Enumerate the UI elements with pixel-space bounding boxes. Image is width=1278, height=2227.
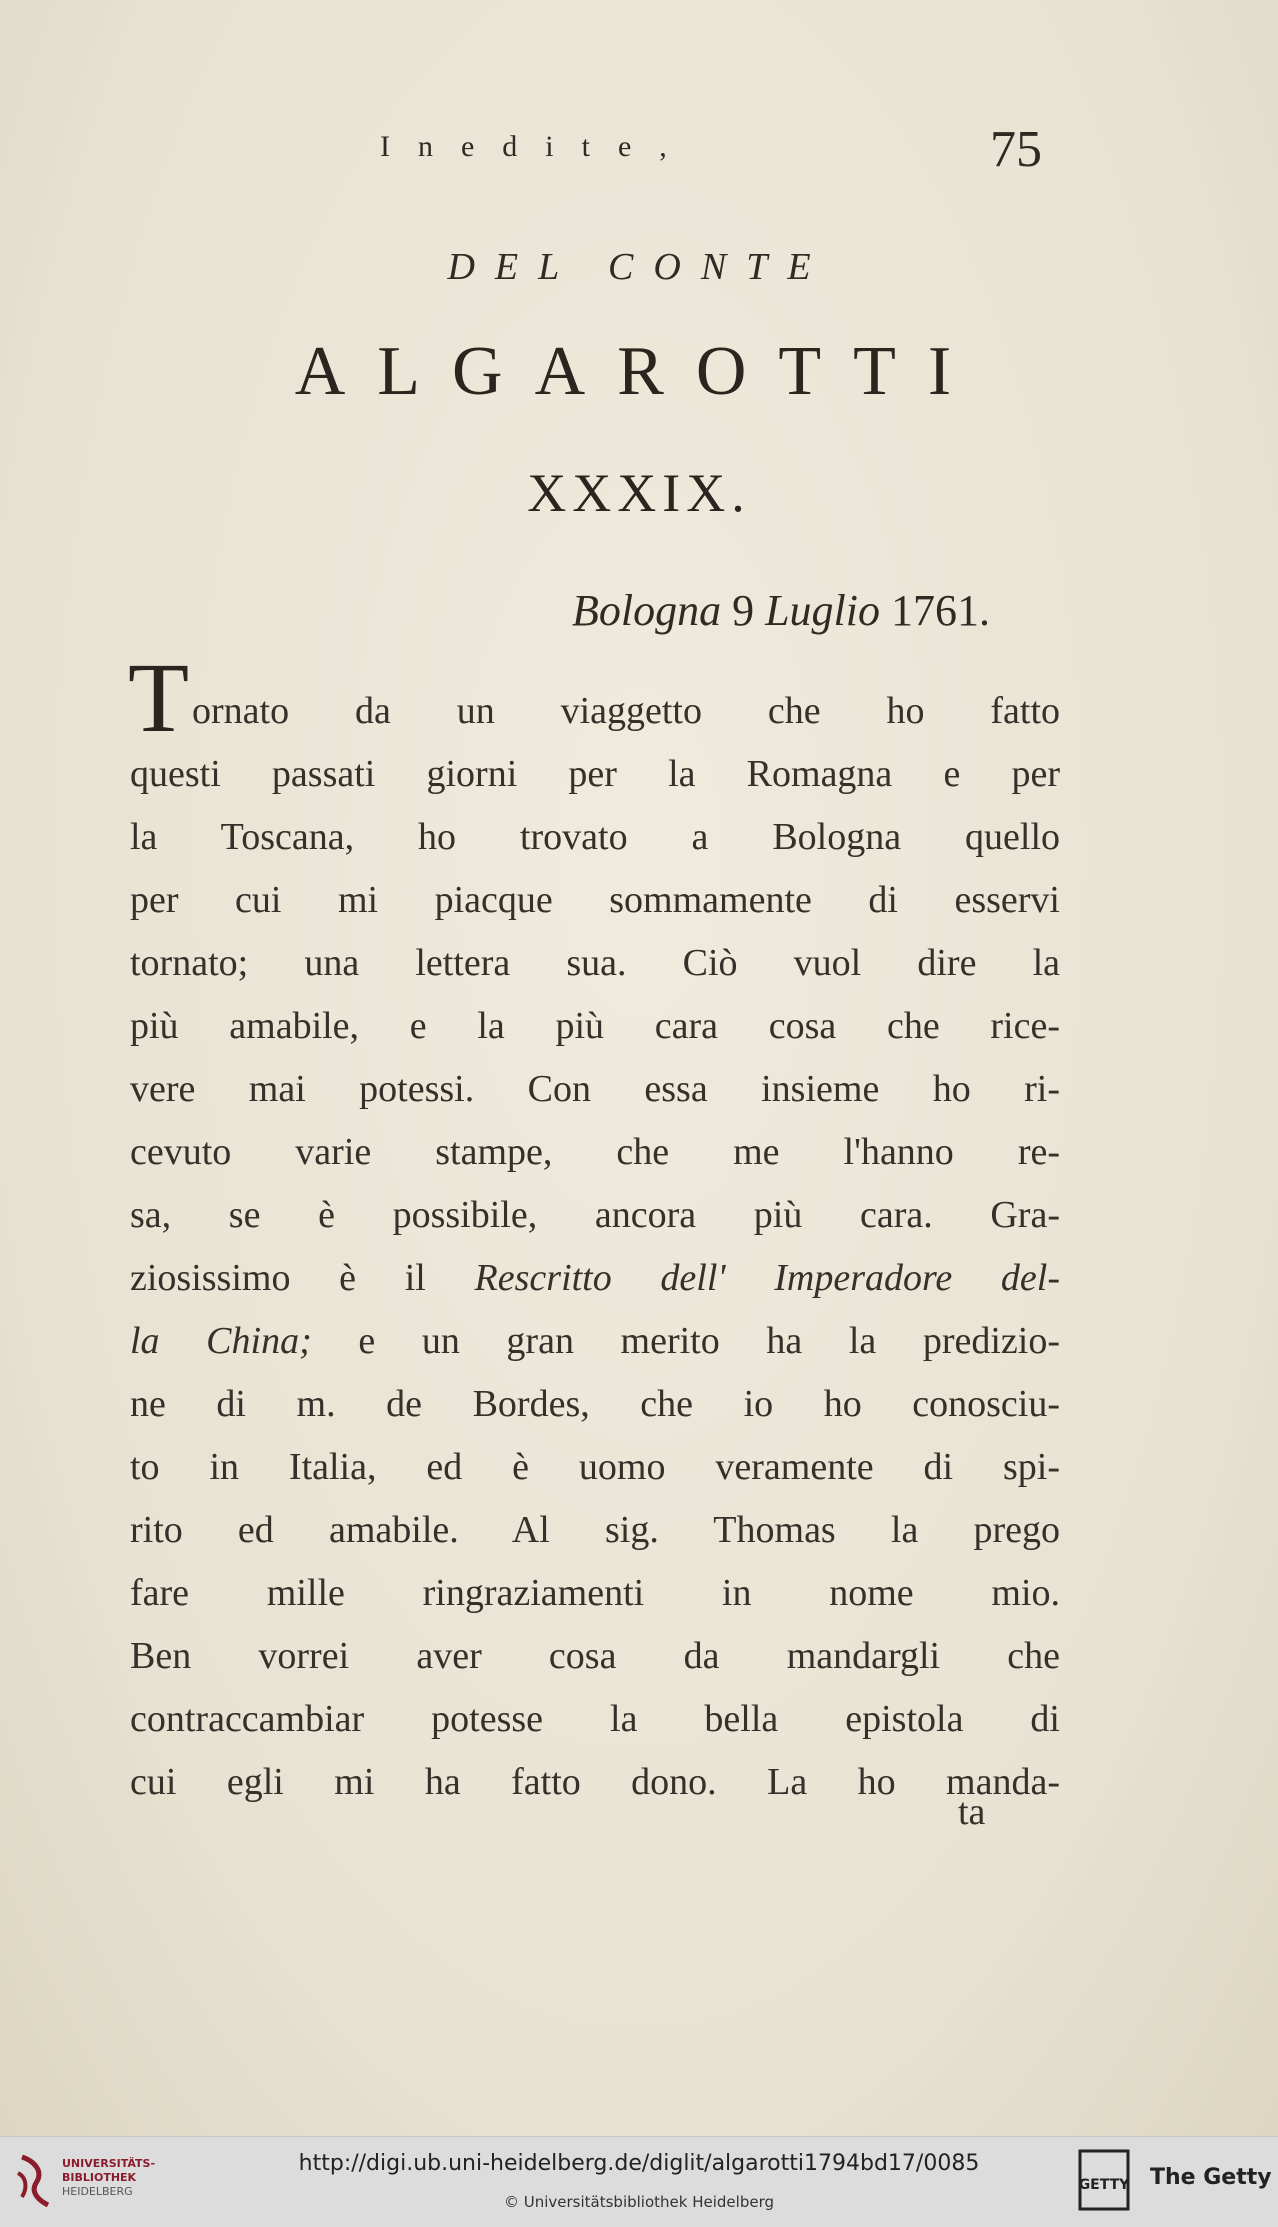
- text-line: ornato da un viaggetto che ho fatto: [192, 690, 1060, 732]
- getty-logo-text: GETTY: [1078, 2177, 1130, 2193]
- dateline: [0, 585, 990, 636]
- text-line: [130, 1247, 1060, 1310]
- dateline-place: Bologna: [571, 586, 722, 635]
- title-line-1: DEL CONTE: [447, 246, 831, 288]
- running-head: Inedite,: [380, 130, 695, 163]
- text-line: Ben vorrei aver cosa da mandargli che: [130, 1635, 1060, 1677]
- text-line: più amabile, e la più cara cosa che rice-: [130, 1005, 1060, 1047]
- getty-logo-icon: [1078, 2149, 1130, 2211]
- catchword: ta: [958, 1791, 986, 1833]
- text-line: fare mille ringraziamenti in nome mio.: [130, 1572, 1060, 1614]
- text-segment: e un gran merito ha la predizio-: [358, 1320, 1061, 1362]
- page-number: 75: [990, 121, 1042, 178]
- letter-body: [130, 680, 1060, 1814]
- letter-number: XXXIX.: [527, 463, 751, 523]
- permalink-url[interactable]: http://digi.ub.uni-heidelberg.de/diglit/algarotti1794bd17/0085: [298, 2151, 980, 2176]
- text-line: rito ed amabile. Al sig. Thomas la prego: [130, 1509, 1060, 1551]
- dateline-month: Luglio: [765, 586, 880, 635]
- text-line: la Toscana, ho trovato a Bologna quello: [130, 816, 1060, 858]
- author-name: ALGAROTTI: [294, 333, 984, 410]
- partner-name: The Getty: [1150, 2165, 1272, 2190]
- text-segment-italic: la China;: [130, 1320, 312, 1362]
- text-line: vere mai potessi. Con essa insieme ho ri-: [130, 1068, 1060, 1110]
- text-line: contraccambiar potesse la bella epistola di: [130, 1698, 1060, 1740]
- text-line: per cui mi piacque sommamente di esservi: [130, 879, 1060, 921]
- dateline-day: 9: [732, 586, 755, 635]
- text-line: to in Italia, ed è uomo veramente di spi-: [130, 1446, 1060, 1488]
- text-line: [130, 1310, 1060, 1373]
- library-name-line: UNIVERSITÄTS-: [62, 2157, 156, 2170]
- text-line: cevuto varie stampe, che me l'hanno re-: [130, 1131, 1060, 1173]
- dateline-year: 1761.: [891, 586, 990, 635]
- library-name-line: BIBLIOTHEK: [62, 2171, 137, 2184]
- library-name-line: HEIDELBERG: [62, 2185, 133, 2198]
- copyright-notice: © Universitätsbibliothek Heidelberg: [503, 2193, 774, 2211]
- drop-cap: T: [128, 642, 190, 753]
- text-line: sa, se è possibile, ancora più cara. Gra-: [130, 1194, 1060, 1236]
- text-segment-italic: Rescritto dell' Imperadore del-: [474, 1257, 1061, 1299]
- text-line: ne di m. de Bordes, che io ho conosciu-: [130, 1383, 1060, 1425]
- text-line: cui egli mi ha fatto dono. La ho manda-: [130, 1761, 1060, 1803]
- footer-bar: [0, 2136, 1278, 2227]
- text-line: questi passati giorni per la Romagna e per: [130, 753, 1060, 795]
- text-line: tornato; una lettera sua. Ciò vuol dire la: [130, 942, 1060, 984]
- text-segment: ziosissimo è il: [130, 1257, 426, 1299]
